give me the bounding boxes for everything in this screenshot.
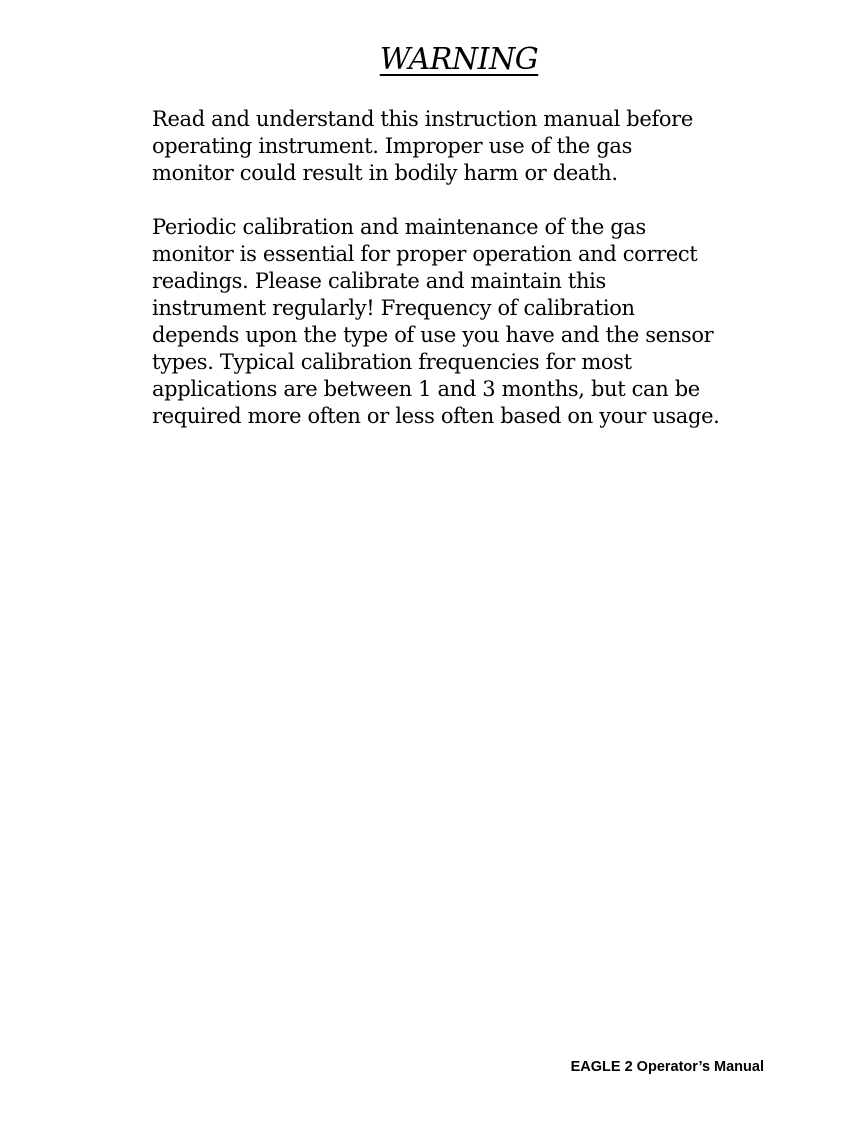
- paragraph-line: applications are between 1 and 3 months, but can be: [152, 377, 700, 401]
- paragraph-line: types. Typical calibration frequencies for most: [152, 350, 632, 374]
- paragraph-line: readings. Please calibrate and maintain this: [152, 269, 606, 293]
- paragraph-line: Read and understand this instruction manual before: [152, 107, 693, 131]
- paragraph-line: monitor could result in bodily harm or death.: [152, 161, 618, 185]
- paragraph-line: operating instrument. Improper use of the gas: [152, 134, 633, 158]
- paragraph-line: depends upon the type of use you have and the sensor: [152, 323, 714, 347]
- paragraph-line: required more often or less often based on your usage.: [152, 404, 720, 428]
- paragraph-line: instrument regularly! Frequency of calibration: [152, 296, 635, 320]
- paragraph-line: Periodic calibration and maintenance of the gas: [152, 215, 646, 239]
- warning-paragraph-1: [152, 106, 792, 187]
- warning-paragraph-2: [152, 214, 792, 430]
- page-footer: EAGLE 2 Operator’s Manual: [570, 1059, 764, 1075]
- page-title: WARNING: [379, 42, 539, 77]
- paragraph-line: monitor is essential for proper operation and correct: [152, 242, 698, 266]
